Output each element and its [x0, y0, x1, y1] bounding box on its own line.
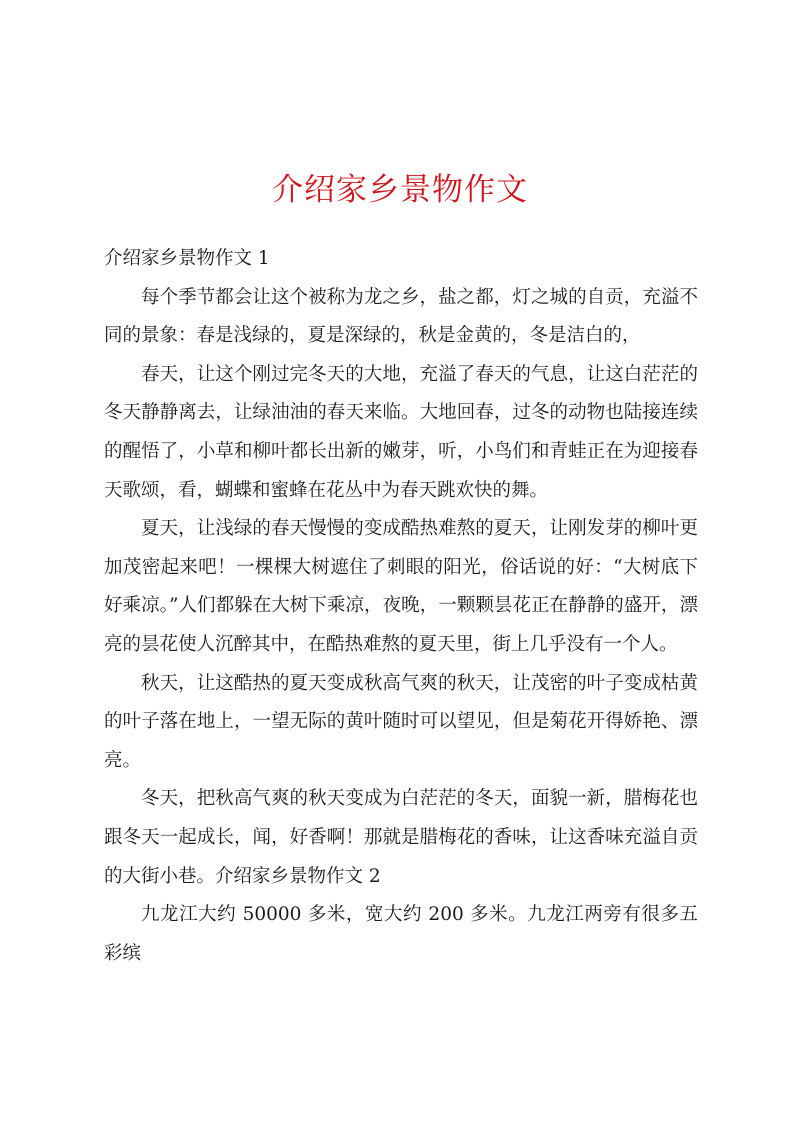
paragraph-summer: 夏天，让浅绿的春天慢慢的变成酷热难熬的夏天，让刚发芽的柳叶更加茂密起来吧！一棵棵大树遮住了刺眼的阳光，俗话说的好：“大树底下好乘凉。”人们都躲在大树下乘凉，夜晚，一颗颗昙花正在静静的盛开，漂亮的昙花使人沉醉其中，在酷热难熬的夏天里，街上几乎没有一个人。	[104, 518, 698, 655]
paragraph-jiulong-river: 九龙江大约 50000 多米，宽大约 200 多米。九龙江两旁有很多五彩缤	[104, 904, 698, 964]
paragraph-spring: 春天，让这个刚过完冬天的大地，充溢了春天的气息，让这白茫茫的冬天静静离去，让绿油油的春天来临。大地回春，过冬的动物也陆接连续的醒悟了，小草和柳叶都长出新的嫩芽，听，小鸟们和青蛙正在为迎接春天歌颂，看，蝴蝶和蜜蜂在花丛中为春天跳欢快的舞。	[104, 363, 698, 501]
paragraph-winter: 冬天，把秋高气爽的秋天变成为白茫茫的冬天，面貌一新，腊梅花也跟冬天一起成长，闻，好香啊！那就是腊梅花的香味，让这香味充溢自贡的大街小巷。介绍家乡景物作文 2	[104, 788, 698, 887]
section-heading: 介绍家乡景物作文 1	[104, 248, 270, 269]
paragraph-intro: 每个季节都会让这个被称为龙之乡，盐之都，灯之城的自贡，充溢不同的景象：春是浅绿的，夏是深绿的，秋是金黄的，冬是洁白的，	[104, 286, 698, 347]
document-title: 介绍家乡景物作文	[272, 172, 528, 208]
paragraph-autumn: 秋天，让这酷热的夏天变成秋高气爽的秋天，让茂密的叶子变成枯黄的叶子落在地上，一望无际的黄叶随时可以望见，但是菊花开得娇艳、漂亮。	[104, 672, 698, 771]
document-body	[104, 240, 698, 973]
